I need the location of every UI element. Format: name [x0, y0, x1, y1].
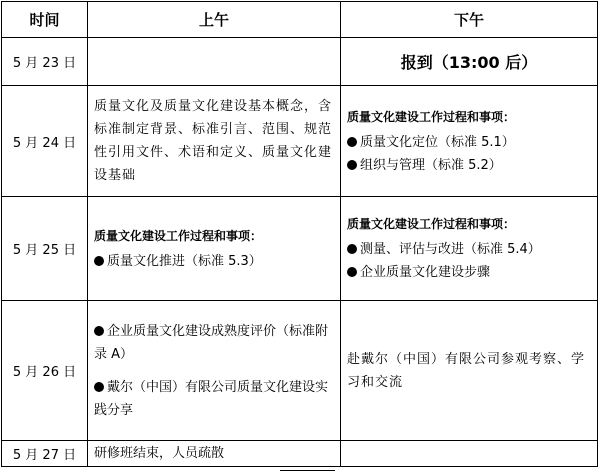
list-item: 戴尔（中国）有限公司质量文化建设实践分享 [94, 379, 329, 418]
section-heading: 质量文化建设工作过程和事项： [94, 228, 263, 243]
schedule-table [1, 1, 598, 467]
morning-cell [88, 197, 341, 301]
table-row [2, 86, 598, 197]
bullet-icon [347, 244, 357, 254]
section-heading: 质量文化建设工作过程和事项： [347, 217, 516, 231]
morning-cell [88, 301, 341, 441]
afternoon-cell: 报到（13:00 后） [341, 38, 598, 86]
afternoon-cell [341, 197, 598, 301]
morning-cell [88, 38, 341, 86]
list-item: 质量文化推进（标准 5.3） [94, 250, 334, 273]
afternoon-cell [341, 441, 598, 467]
list-item: 企业质量文化建设成熟度评价（标准附录 A） [94, 323, 329, 362]
list-item: 组织与管理（标准 5.2） [347, 154, 591, 177]
date-cell: 5 月 23 日 [2, 38, 88, 86]
list-item: 质量文化定位（标准 5.1） [347, 131, 591, 154]
bullet-icon [347, 160, 357, 170]
morning-cell: 研修班结束，人员疏散 [88, 441, 341, 467]
bullet-icon [94, 326, 104, 336]
header-row [2, 2, 598, 38]
header-time: 时间 [2, 2, 88, 38]
date-cell: 5 月 26 日 [2, 301, 88, 441]
bullet-icon [347, 137, 357, 147]
header-afternoon: 下午 [341, 2, 598, 38]
bullet-icon [94, 382, 104, 392]
table-row [2, 441, 598, 467]
header-morning: 上午 [88, 2, 341, 38]
list-item: 企业质量文化建设步骤 [347, 261, 591, 284]
morning-cell: 质量文化及质量文化建设基本概念，含标准制定背景、标准引言、范围、规范性引用文件、术语和定义、质量文化建设基础 [88, 86, 341, 197]
table-row [2, 38, 598, 86]
list-item: 测量、评估与改进（标准 5.4） [347, 238, 591, 261]
afternoon-cell: 赴戴尔（中国）有限公司参观考察、学习和交流 [341, 301, 598, 441]
afternoon-cell [341, 86, 598, 197]
bullet-icon [347, 267, 357, 277]
divider [280, 470, 335, 471]
table-row [2, 197, 598, 301]
section-heading: 质量文化建设工作过程和事项： [347, 109, 516, 124]
bullet-icon [94, 256, 104, 266]
date-cell: 5 月 25 日 [2, 197, 88, 301]
table-row [2, 301, 598, 441]
date-cell: 5 月 24 日 [2, 86, 88, 197]
date-cell: 5 月 27 日 [2, 441, 88, 467]
